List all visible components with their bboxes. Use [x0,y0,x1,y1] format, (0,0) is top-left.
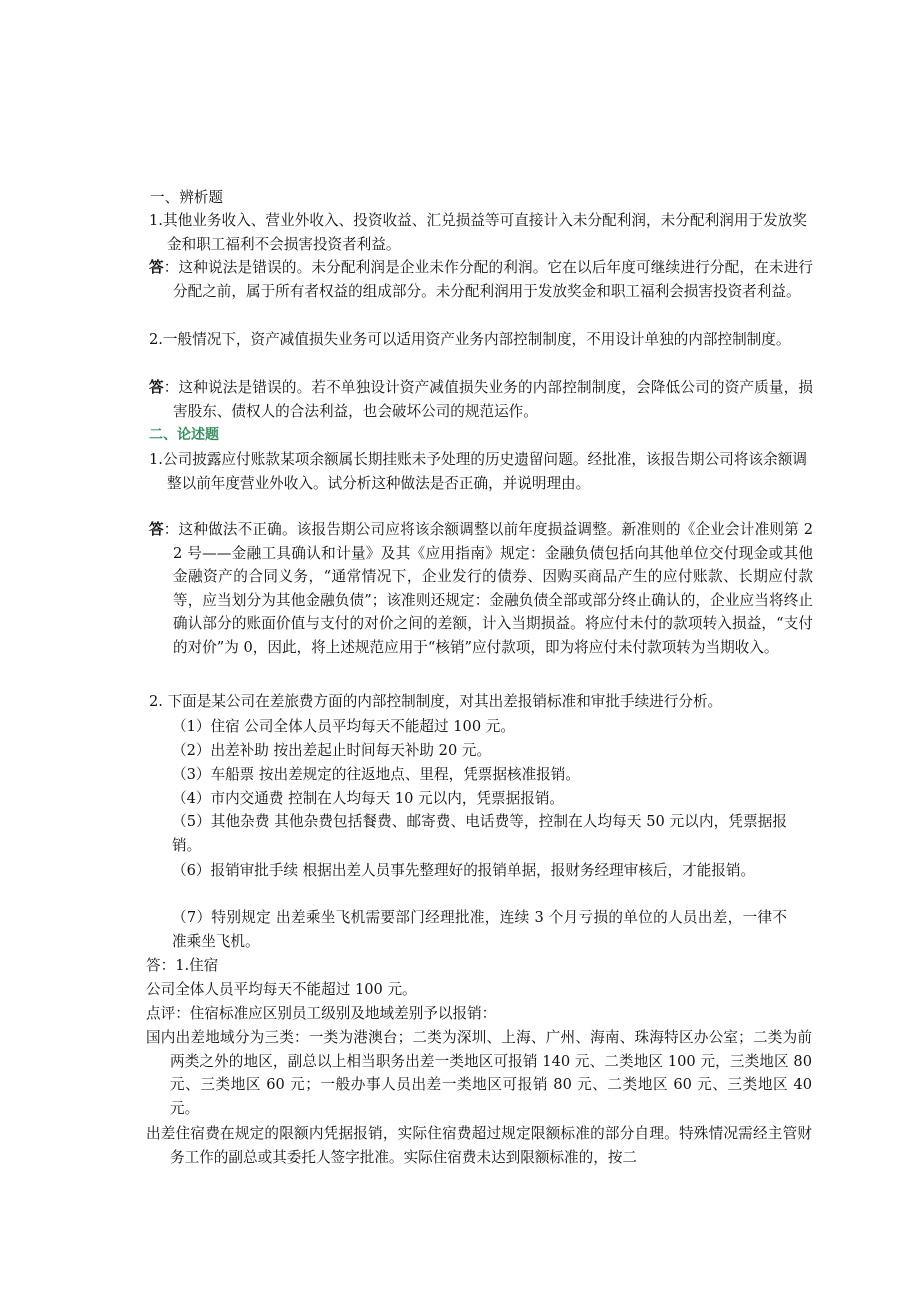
policy-item-2: （2）出差补助 按出差起止时间每天补助 20 元。 [172,742,492,759]
discussion-question-1: 1.公司披露应付账款某项余额属长期挂账未予处理的历史遗留问题。经批准，该报告期公司将该余额调整以前年度营业外收入。试分析这种做法是否正确，并说明理由。 [149,451,807,492]
answer-label: 答 [149,259,164,276]
policy-item-5: （5）其他杂费 其他杂费包括餐费、邮寄费、电话费等，控制在人均每天 50 元以内，凭票据报销。 [172,813,787,854]
question-1: 1.其他业务收入、营业外收入、投资收益、汇兑损益等可直接计入未分配利润，未分配利润用于发放奖金和职工福利不会损害投资者利益。 [149,212,807,253]
policy-item-6: （6）报销审批手续 根据出差人员事先整理好的报销单据，报财务经理审核后，才能报销。 [172,862,756,879]
answer-heading: 答：1.住宿 [146,957,219,974]
section-title-discussion: 二、论述题 [149,427,219,443]
answer-comment: 点评：住宿标准应区别员工级别及地域差别予以报销： [146,1005,497,1022]
answer-text: ：这种说法是错误的。未分配利润是企业未作分配的利润。它在以后年度可继续进行分配，在未进行分配之前，属于所有者权益的组成部分。未分配利润用于发放奖金和职工福利会损害投资者利益。 [163,259,813,300]
answer-label: 答 [149,379,164,396]
discussion-answer-1 [149,518,813,660]
section-title-analysis: 一、辨析题 [150,189,223,206]
discussion-question-2: 2. 下面是某公司在差旅费方面的内部控制制度，对其出差报销标准和审批手续进行分析。 [149,693,723,710]
answer-reimbursement-rules: 出差住宿费在规定的限额内凭据报销，实际住宿费超过规定限额标准的部分自理。特殊情况需经主管财务工作的副总或其委托人签字批准。实际住宿费未达到限额标准的，按二 [146,1125,812,1166]
policy-item-3: （3）车船票 按出差规定的往返地点、里程，凭票据核准报销。 [172,766,580,783]
answer-region-rules: 国内出差地域分为三类：一类为港澳台；二类为深圳、上海、广州、海南、珠海特区办公室；二类为前两类之外的地区，副总以上相当职务出差一类地区可报销 140 元、二类地区 100 元，三类地区 80 元、三类地区 60 元；一般办事人员出差一类地区可报销 80 元、二类地区 60 元、三类地区 40 元。 [146,1029,812,1117]
answer-text: ：这种说法是错误的。若不单独设计资产减值损失业务的内部控制制度，会降低公司的资产质量，损害股东、债权人的合法利益，也会破坏公司的规范运作。 [163,379,813,420]
policy-item-4: （4）市内交通费 控制在人均每天 10 元以内，凭票据报销。 [172,790,565,807]
answer-1 [149,256,813,303]
answer-label: 答 [149,521,164,538]
question-2: 2.一般情况下，资产减值损失业务可以适用资产业务内部控制制度，不用设计单独的内部控制制度。 [149,331,791,348]
answer-line-1: 公司全体人员平均每天不能超过 100 元。 [146,981,417,998]
answer-2 [149,376,813,423]
policy-item-1: （1）住宿 公司全体人员平均每天不能超过 100 元。 [172,718,515,735]
policy-item-7: （7）特别规定 出差乘坐飞机需要部门经理批准，连续 3 个月亏损的单位的人员出差，一律不准乘坐飞机。 [172,909,787,950]
answer-text: ：这种做法不正确。该报告期公司应将该余额调整以前年度损益调整。新准则的《企业会计准则第 22 号——金融工具确认和计量》及其《应用指南》规定：金融负债包括向其他单位交付现金或其他金融资产的合同义务，“通常情况下，企业发行的债券、因购买商品产生的应付账款、长期应付款等，应当划分为其他金融负债”；该准则还规定：金融负债全部或部分终止确认的，企业应当将终止确认部分的账面价值与支付的对价之间的差额，计入当期损益。将应付未付的款项转入损益，“支付的对价”为 0，因此，将上述规范应用于“核销”应付款项，即为将应付未付款项转为当期收入。 [163,521,813,656]
